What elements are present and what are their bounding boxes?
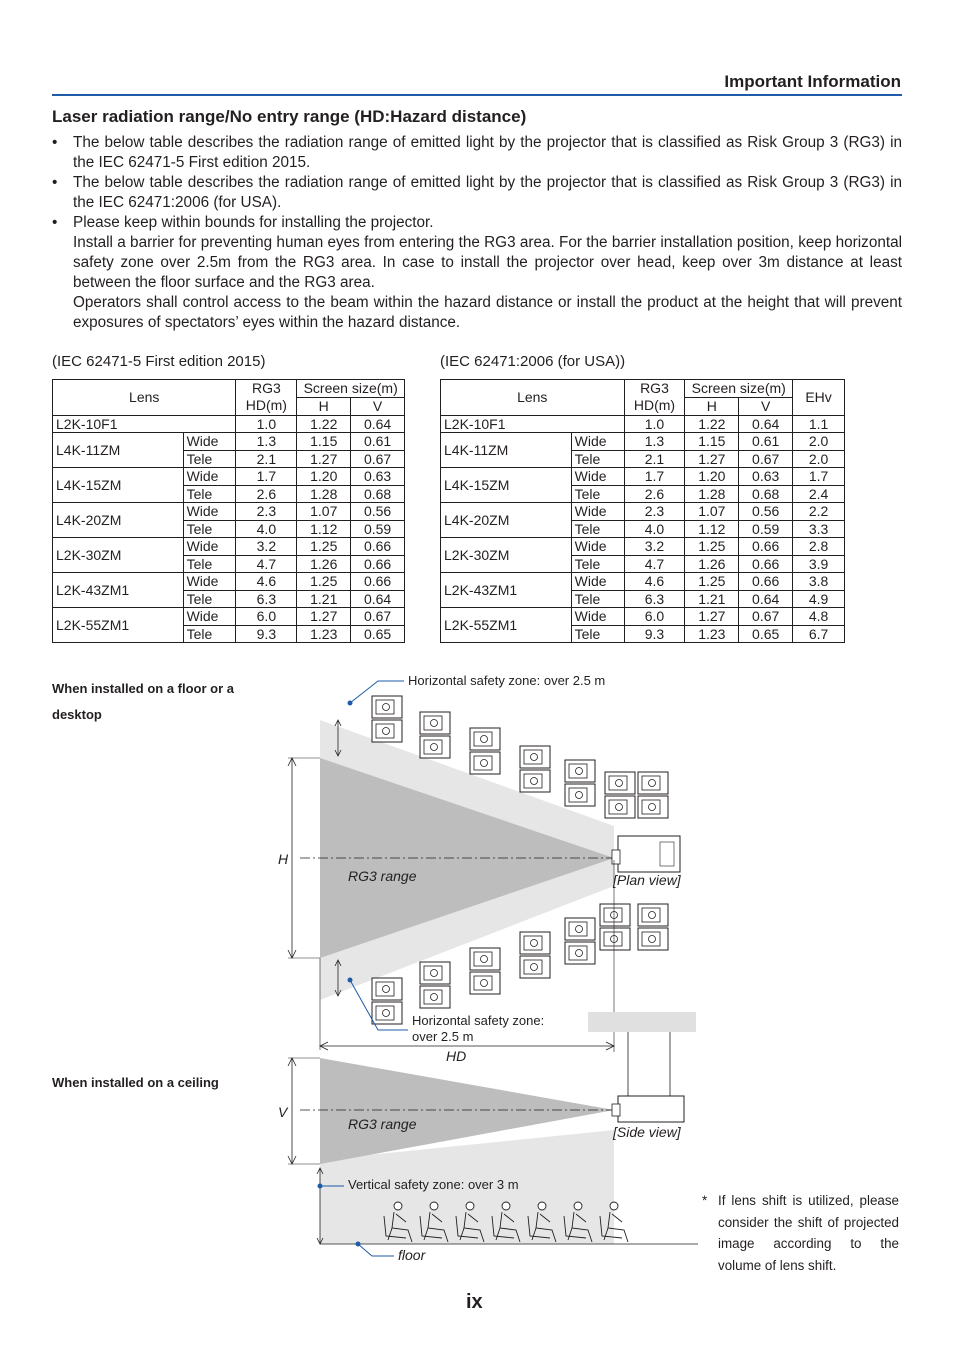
cell-hd: 4.6 [624, 573, 685, 591]
plan-view-label: [Plan view] [613, 872, 681, 888]
cell-v: 0.67 [351, 450, 405, 468]
cell-sub: Wide [183, 538, 236, 556]
h-label: H [278, 851, 289, 867]
cell-v: 0.59 [739, 520, 793, 538]
cell-sub: Wide [571, 608, 624, 626]
cell-hd: 2.6 [624, 485, 685, 503]
cell-h: 1.28 [685, 485, 739, 503]
cell-hd: 4.6 [236, 573, 297, 591]
cell-hd: 4.7 [624, 555, 685, 573]
cell-h: 1.20 [685, 468, 739, 486]
cell-sub: Wide [571, 468, 624, 486]
cell-sub: Tele [571, 520, 624, 538]
floor-label: floor [398, 1247, 426, 1263]
cell-v: 0.66 [739, 538, 793, 556]
section-title: Laser radiation range/No entry range (HD:Hazard distance) [52, 107, 527, 126]
projector-side [618, 1096, 684, 1122]
floor-install-caption: When installed on a floor or a desktop [52, 681, 235, 722]
cell-hd: 2.3 [624, 503, 685, 521]
cell-sub: Tele [183, 590, 236, 608]
cell-v: 0.61 [351, 433, 405, 451]
cell-v: 0.65 [351, 625, 405, 643]
cell-ehv: 6.7 [793, 625, 845, 643]
cell-sub: Wide [571, 433, 624, 451]
cell-v: 0.61 [739, 433, 793, 451]
cell-h: 1.26 [297, 555, 351, 573]
ceiling [588, 1012, 696, 1032]
cell-hd: 6.0 [236, 608, 297, 626]
cell-lens: L4K-20ZM [53, 503, 184, 538]
th-screen: Screen size(m) [685, 380, 793, 398]
th-h: H [297, 398, 351, 416]
cell-ehv: 3.9 [793, 555, 845, 573]
cell-hd: 1.7 [236, 468, 297, 486]
cell-sub: Wide [183, 503, 236, 521]
cell-h: 1.12 [685, 520, 739, 538]
th-lens: Lens [441, 380, 625, 416]
cell-h: 1.28 [297, 485, 351, 503]
table-left-caption: (IEC 62471-5 First edition 2015) [52, 353, 266, 370]
cell-h: 1.23 [297, 625, 351, 643]
cell-v: 0.68 [351, 485, 405, 503]
cell-hd: 2.3 [236, 503, 297, 521]
cell-h: 1.25 [685, 573, 739, 591]
cell-hd: 9.3 [236, 625, 297, 643]
cell-sub: Wide [571, 503, 624, 521]
cell-h: 1.15 [685, 433, 739, 451]
cell-sub: Tele [183, 485, 236, 503]
cell-hd: 6.3 [236, 590, 297, 608]
cell-h: 1.20 [297, 468, 351, 486]
cell-h: 1.27 [685, 608, 739, 626]
cell-hd: 2.6 [236, 485, 297, 503]
cell-hd: 3.2 [236, 538, 297, 556]
cell-h: 1.26 [685, 555, 739, 573]
cell-v: 0.66 [739, 555, 793, 573]
cell-ehv: 4.8 [793, 608, 845, 626]
cell-ehv: 2.4 [793, 485, 845, 503]
bullet-dot: • [52, 174, 58, 191]
cell-ehv: 4.9 [793, 590, 845, 608]
cell-h: 1.12 [297, 520, 351, 538]
cell-sub: Tele [571, 450, 624, 468]
cell-v: 0.67 [351, 608, 405, 626]
cell-lens: L4K-15ZM [441, 468, 572, 503]
cell-h: 1.23 [685, 625, 739, 643]
cell-hd: 6.0 [624, 608, 685, 626]
th-rg3: RG3 HD(m) [624, 380, 685, 416]
th-h: H [685, 398, 739, 416]
bullet-text: Install a barrier for preventing human eyes from entering the RG3 area. For the barrier installation position, keep horizontal safety zone over 2.5m from the RG3 area. In case to install the projector over head, keep over 3m distance at least between the floor surface and the RG3 area. [73, 234, 902, 291]
cell-h: 1.27 [297, 608, 351, 626]
th-v: V [351, 398, 405, 416]
cell-ehv: 2.0 [793, 433, 845, 451]
cell-ehv: 2.0 [793, 450, 845, 468]
cell-sub: Wide [183, 468, 236, 486]
cell-lens: L2K-30ZM [53, 538, 184, 573]
cell-h: 1.21 [297, 590, 351, 608]
cell-lens: L2K-30ZM [441, 538, 572, 573]
cell-v: 0.59 [351, 520, 405, 538]
cell-lens: L2K-43ZM1 [53, 573, 184, 608]
cell-ehv: 2.8 [793, 538, 845, 556]
cell-h: 1.07 [685, 503, 739, 521]
table-right-caption: (IEC 62471:2006 (for USA)) [440, 353, 626, 370]
bullet-text: The below table describes the radiation range of emitted light by the projector that is classified as Risk Group 3 (RG3) in the IEC 62471-5 First edition 2015. [73, 134, 902, 171]
cell-sub: Wide [571, 573, 624, 591]
cell-v: 0.66 [351, 555, 405, 573]
cell-h: 1.27 [297, 450, 351, 468]
cell-hd: 9.3 [624, 625, 685, 643]
cell-lens: L2K-55ZM1 [53, 608, 184, 643]
th-ehv: EHv [793, 380, 845, 416]
th-v: V [739, 398, 793, 416]
cell-lens: L4K-15ZM [53, 468, 184, 503]
cell-v: 0.64 [351, 415, 405, 433]
rg3-side-label: RG3 range [348, 1116, 417, 1132]
cell-hd: 2.1 [236, 450, 297, 468]
cell-v: 0.66 [739, 573, 793, 591]
cell-ehv: 3.8 [793, 573, 845, 591]
cell-sub: Tele [183, 520, 236, 538]
cell-v: 0.68 [739, 485, 793, 503]
cell-h: 1.22 [685, 415, 739, 433]
cell-lens: L2K-10F1 [53, 415, 236, 433]
cell-sub: Wide [183, 608, 236, 626]
bullet-text: Operators shall control access to the beam within the hazard distance or install the product at the height that will prevent exposures of spectators’ eyes within the hazard distance. [73, 294, 902, 331]
cell-lens: L2K-10F1 [441, 415, 625, 433]
bullet-dot: • [52, 134, 58, 151]
cell-hd: 4.0 [624, 520, 685, 538]
cell-lens: L2K-43ZM1 [441, 573, 572, 608]
cell-h: 1.21 [685, 590, 739, 608]
cell-h: 1.07 [297, 503, 351, 521]
cell-sub: Tele [571, 625, 624, 643]
footnote-mark: * [702, 1193, 708, 1208]
cell-hd: 1.3 [624, 433, 685, 451]
cell-v: 0.63 [351, 468, 405, 486]
hd-label: HD [446, 1048, 467, 1064]
cell-v: 0.66 [351, 538, 405, 556]
cell-ehv: 3.3 [793, 520, 845, 538]
cell-v: 0.64 [739, 415, 793, 433]
v-label: V [278, 1104, 288, 1120]
cell-sub: Wide [183, 433, 236, 451]
header-title: Important Information [724, 72, 901, 91]
cell-sub: Wide [571, 538, 624, 556]
cell-hd: 1.7 [624, 468, 685, 486]
bullet-text: Please keep within bounds for installing the projector. [73, 214, 434, 231]
cell-hd: 4.0 [236, 520, 297, 538]
cell-hd: 1.0 [236, 415, 297, 433]
cell-sub: Tele [571, 590, 624, 608]
th-screen: Screen size(m) [297, 380, 405, 398]
cell-hd: 6.3 [624, 590, 685, 608]
cell-v: 0.66 [351, 573, 405, 591]
cell-lens: L4K-11ZM [441, 433, 572, 468]
cell-lens: L4K-11ZM [53, 433, 184, 468]
cell-v: 0.65 [739, 625, 793, 643]
cell-v: 0.64 [739, 590, 793, 608]
cell-sub: Tele [183, 555, 236, 573]
hsz-top-label: Horizontal safety zone: over 2.5 m [408, 673, 606, 688]
cell-h: 1.25 [297, 573, 351, 591]
cell-ehv: 2.2 [793, 503, 845, 521]
cell-sub: Tele [571, 485, 624, 503]
cell-h: 1.25 [297, 538, 351, 556]
cell-ehv: 1.7 [793, 468, 845, 486]
footnote-text: If lens shift is utilized, please consider the shift of projected image according to the volume of lens shift. [718, 1193, 899, 1273]
cell-v: 0.67 [739, 450, 793, 468]
cell-lens: L2K-55ZM1 [441, 608, 572, 643]
bullet-dot: • [52, 214, 58, 231]
cell-hd: 2.1 [624, 450, 685, 468]
rg3-plan-label: RG3 range [348, 868, 417, 884]
hsz-bottom-label: Horizontal safety zone: over 2.5 m [412, 1013, 545, 1044]
cell-sub: Tele [571, 555, 624, 573]
cell-v: 0.64 [351, 590, 405, 608]
th-rg3: RG3 HD(m) [236, 380, 297, 416]
cell-h: 1.25 [685, 538, 739, 556]
cell-h: 1.15 [297, 433, 351, 451]
cell-hd: 1.3 [236, 433, 297, 451]
cell-h: 1.27 [685, 450, 739, 468]
cell-v: 0.63 [739, 468, 793, 486]
cell-sub: Wide [183, 573, 236, 591]
ceiling-install-caption: When installed on a ceiling [52, 1075, 219, 1090]
cell-v: 0.56 [739, 503, 793, 521]
side-view-label: [Side view] [613, 1124, 681, 1140]
cell-sub: Tele [183, 450, 236, 468]
vsz-label: Vertical safety zone: over 3 m [348, 1177, 519, 1192]
cell-v: 0.56 [351, 503, 405, 521]
cell-lens: L4K-20ZM [441, 503, 572, 538]
cell-hd: 4.7 [236, 555, 297, 573]
bullet-text: The below table describes the radiation range of emitted light by the projector that is classified as Risk Group 3 (RG3) in the IEC 62471:2006 (for USA). [73, 174, 902, 211]
cell-sub: Tele [183, 625, 236, 643]
cell-hd: 3.2 [624, 538, 685, 556]
page-number: ix [466, 1291, 483, 1313]
cell-v: 0.67 [739, 608, 793, 626]
cell-h: 1.22 [297, 415, 351, 433]
th-lens: Lens [53, 380, 236, 416]
cell-ehv: 1.1 [793, 415, 845, 433]
cell-hd: 1.0 [624, 415, 685, 433]
